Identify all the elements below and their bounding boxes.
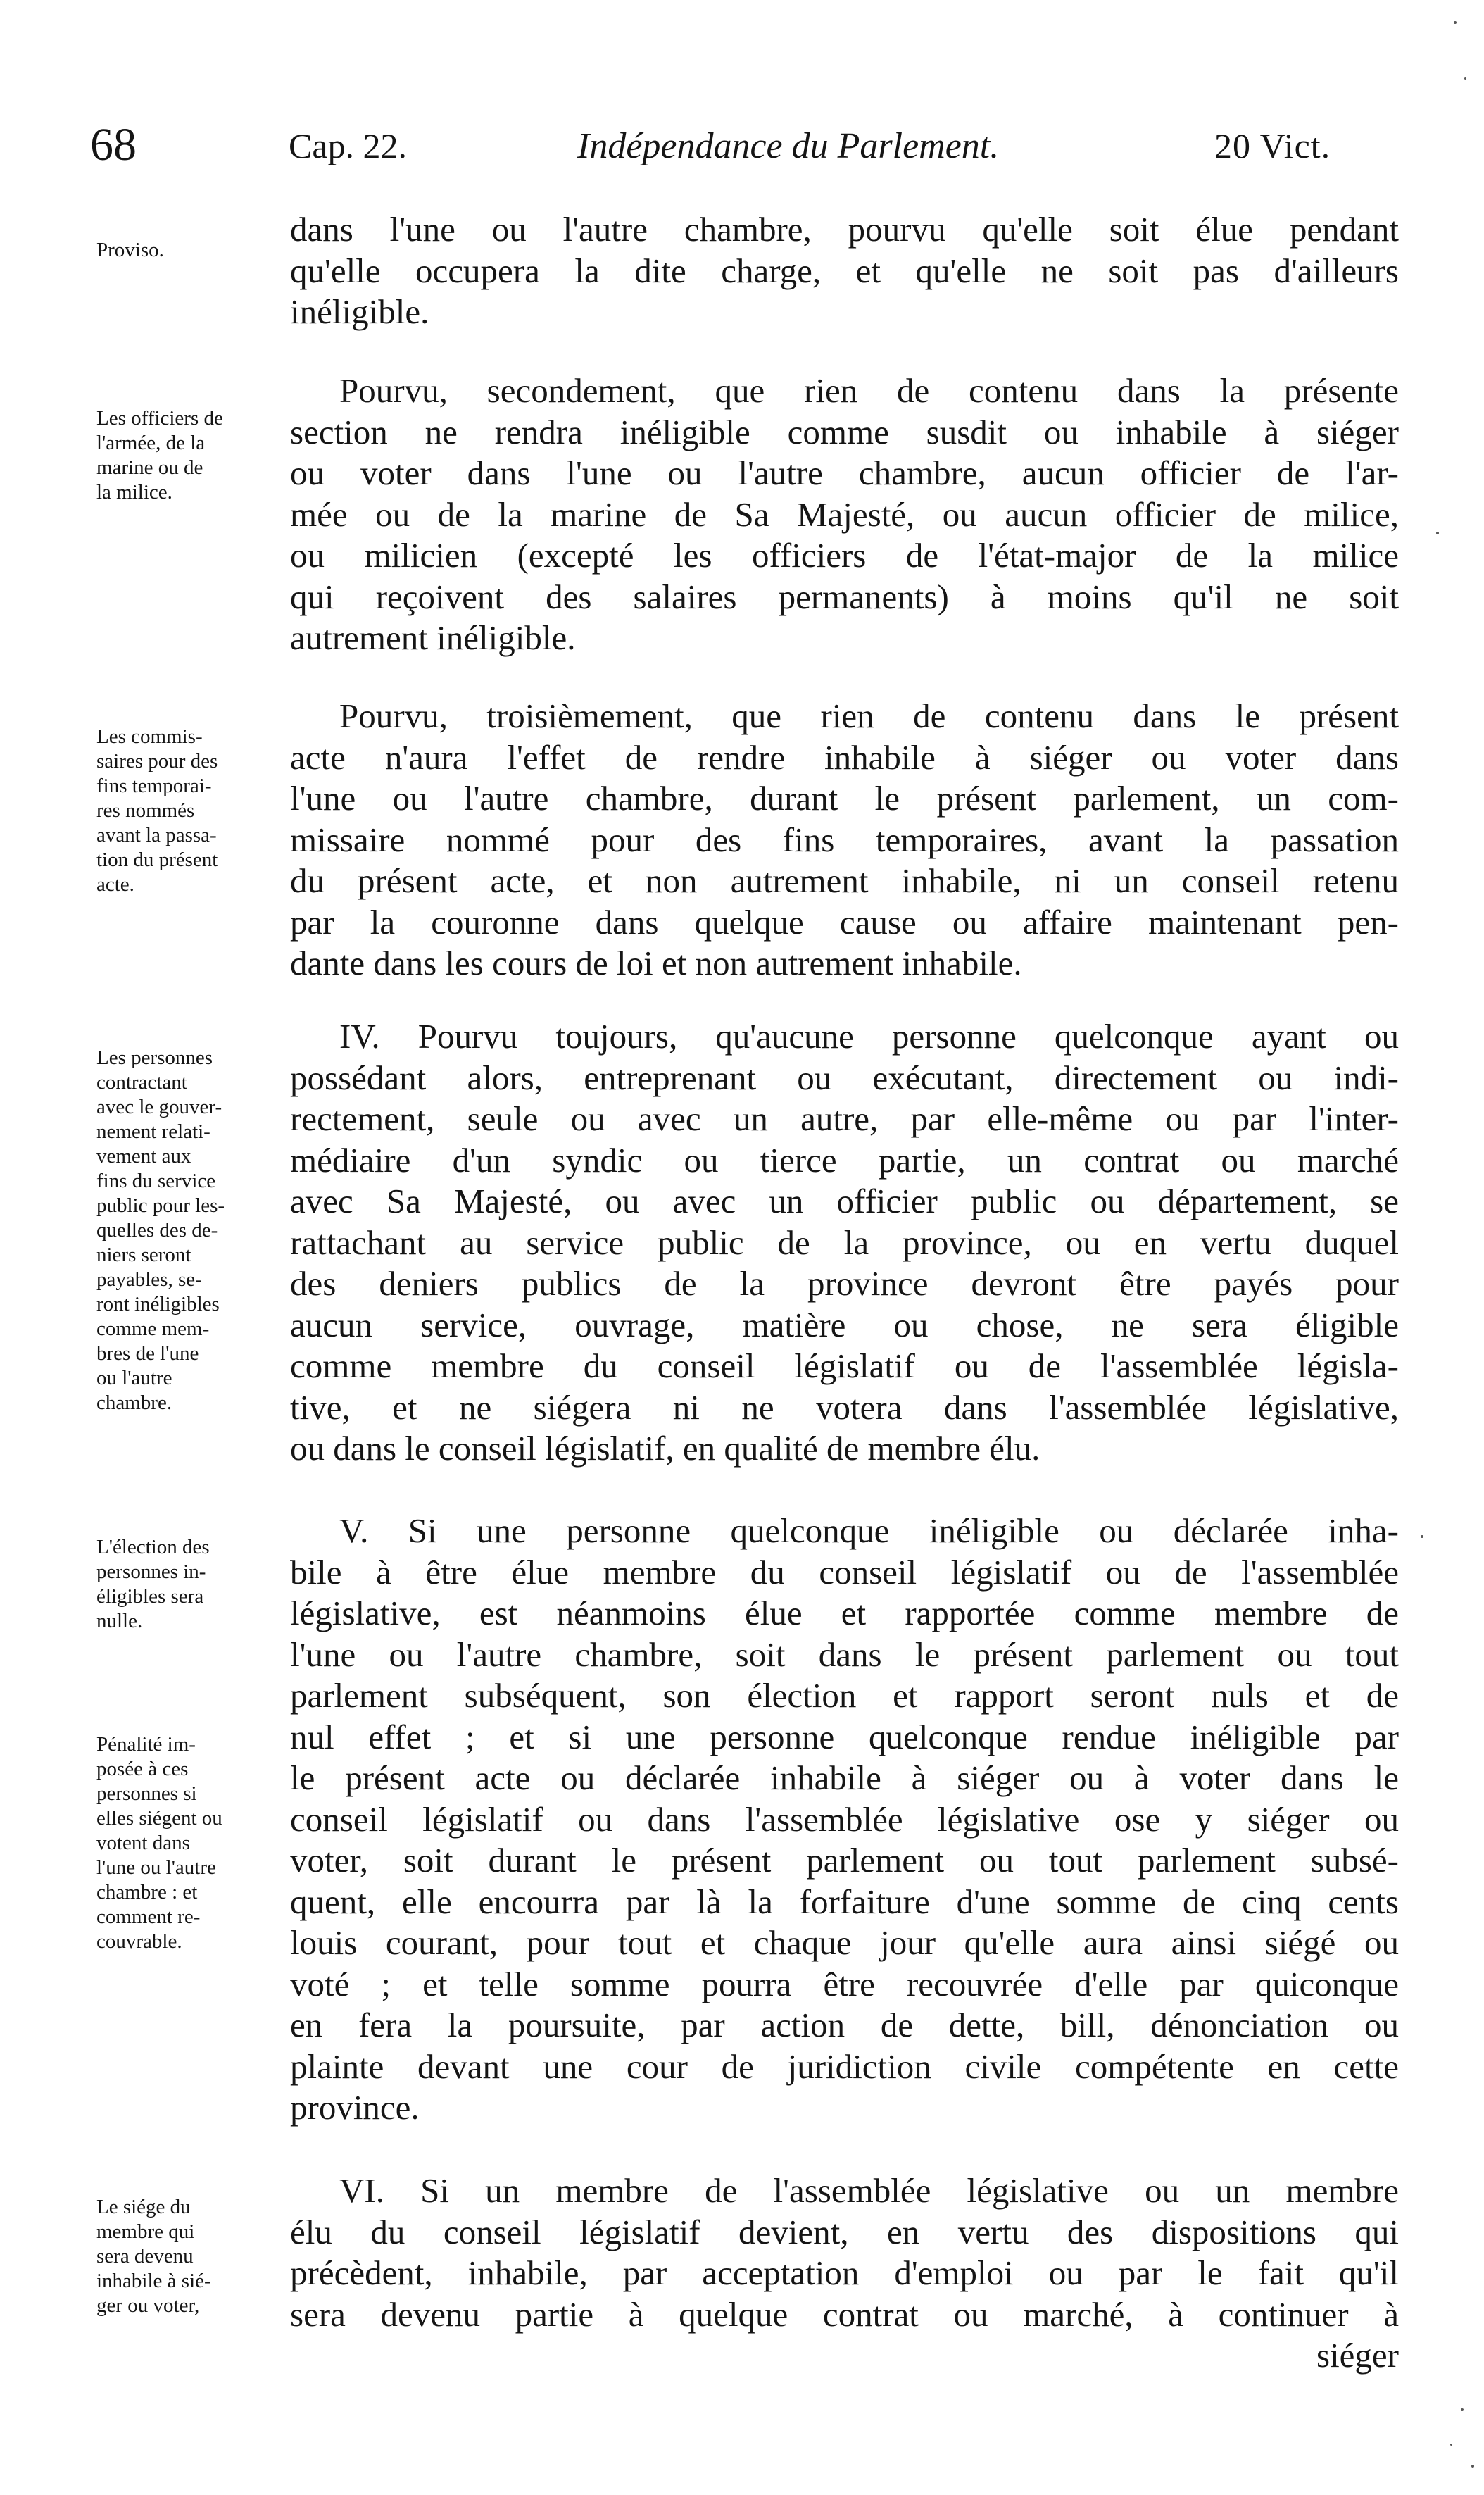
text-line: précèdent, inhabile, par acceptation d'emploi ou par le fait qu'il [290,2253,1399,2292]
chapter-label: Cap. 22. [289,126,408,165]
note-line: tion du présent [96,849,218,871]
note-line: fins temporai- [96,775,212,797]
text-line: nul effet ; et si une personne quelconque rendue inéligible par [290,1717,1399,1756]
text-line: rattachant au service public de la province, ou en vertu duquel [290,1223,1399,1262]
text-line: conseil législatif ou dans l'assemblée législative ose y siéger ou [290,1799,1399,1839]
text-line: plainte devant une cour de juridiction civile compétente en cette [290,2046,1399,2086]
note-line: Les commis- [96,725,203,748]
note-line: chambre : et [96,1881,198,1903]
running-header [0,118,1484,182]
text-line: dans l'une ou l'autre chambre, pourvu qu'elle soit élue pendant [290,210,1399,249]
note-line: personnes si [96,1782,197,1805]
text-line: législative, est néanmoins élue et rapportée comme membre de [290,1594,1399,1632]
text-line: en fera la poursuite, par action de dette, bill, dénonciation ou [290,2006,1399,2044]
note-line: public pour les- [96,1194,225,1217]
margin-note-seat-vacated [96,2195,301,2318]
scan-speck [1421,1535,1423,1538]
text-line: inéligible. [290,292,429,331]
text-line: voter, soit durant le présent parlement ou tout parlement subsé- [290,1841,1399,1880]
text-line: sera devenu partie à quelque contrat ou marché, à continuer à [290,2294,1399,2334]
note-line: l'une ou l'autre [96,1856,216,1879]
note-line: membre qui [96,2220,195,2243]
scan-speck [1464,77,1466,80]
note-line: L'élection des [96,1536,210,1558]
note-line: contractant [96,1071,187,1094]
text-line: parlement subséquent, son élection et rapport seront nuls et de [290,1676,1399,1715]
note-line: personnes in- [96,1561,206,1583]
text-line: voté ; et telle somme pourra être recouvrée d'elle par quiconque [290,1964,1399,2003]
text-line: louis courant, pour tout et chaque jour qu'elle aura ainsi siégé ou [290,1923,1399,1962]
note-line: res nommés [96,799,195,822]
text-line: qui reçoivent des salaires permanents) à moins qu'il ne soit [290,577,1399,616]
text-line: du présent acte, et non autrement inhabile, ni un conseil retenu [290,861,1399,900]
note-line: nulle. [96,1610,143,1632]
text-line: l'une ou l'autre chambre, durant le présent parlement, un com- [290,779,1399,818]
paragraph-commissioners [290,696,1399,984]
note-line: elles siégent ou [96,1807,222,1830]
paragraph-proviso [290,209,1399,333]
note-line: quelles des de- [96,1219,218,1242]
margin-note-officers [96,406,301,505]
note-line: nement relati- [96,1120,210,1143]
text-line: mée ou de la marine de Sa Majesté, ou aucun officier de milice, [290,494,1399,534]
text-line: rectement, seule ou avec un autre, par elle-même ou par l'inter- [290,1099,1399,1138]
paragraph-section-vi [290,2170,1399,2377]
note-line: inhabile à sié- [96,2270,211,2292]
note-line: comme mem- [96,1318,210,1340]
text-line: tive, et ne siégera ni ne votera dans l'assemblée législative, [290,1387,1399,1427]
paragraph-section-iv [290,1016,1399,1470]
note-line: la milice. [96,481,172,504]
margin-note-election-void [96,1535,301,1634]
running-title: Indépendance du Parlement. [577,126,1000,166]
paragraph-officers [290,370,1399,659]
note-line: niers seront [96,1244,191,1266]
text-line: ou voter dans l'une ou l'autre chambre, aucun officier de l'ar- [290,454,1399,492]
note-line: acte. [96,873,134,896]
text-line: bile à être élue membre du conseil législatif ou de l'assemblée [290,1552,1399,1592]
note-line: ger ou voter, [96,2294,200,2317]
text-line: le présent acte ou déclarée inhabile à siéger ou à voter dans le [290,1758,1399,1797]
scan-speck [1461,2408,1464,2411]
note-line: Le siége du [96,2196,191,2218]
note-line: chambre. [96,1392,172,1414]
note-line: éligibles sera [96,1585,204,1608]
paragraph-section-v [290,1511,1399,2129]
text-line: l'une ou l'autre chambre, soit dans le présent parlement ou tout [290,1634,1399,1674]
margin-note-proviso [96,238,301,263]
text-line: ou milicien (excepté les officiers de l'état-major de la milice [290,536,1399,575]
note-line: payables, se- [96,1268,202,1291]
note-line: bres de l'une [96,1342,199,1365]
note-line: Les officiers de [96,407,223,430]
note-line: ront inéligibles [96,1293,220,1315]
margin-note-contractors [96,1046,301,1415]
catchword: siéger [1316,2336,1399,2375]
text-line: province. [290,2088,420,2127]
note-line: votent dans [96,1832,190,1854]
note-line: marine ou de [96,456,203,479]
margin-note-commissioners [96,725,301,897]
margin-note-penalty [96,1732,301,1954]
text-line: acte n'aura l'effet de rendre inhabile à siéger ou voter dans [290,737,1399,777]
text-line: Pourvu, secondement, que rien de contenu dans la présente [339,371,1399,410]
note-line: Les personnes [96,1046,213,1069]
text-line: aucun service, ouvrage, matière ou chose, ne sera éligible [290,1305,1399,1344]
page-number: 68 [90,119,137,170]
note-line: couvrable. [96,1930,182,1953]
note-line: posée à ces [96,1758,189,1780]
text-line: des deniers publics de la province devront être payés pour [290,1264,1399,1303]
text-line: V. Si une personne quelconque inéligible ou déclarée inha- [339,1511,1399,1550]
scan-speck [1436,532,1439,534]
note-line: l'armée, de la [96,432,206,454]
text-line: avec Sa Majesté, ou avec un officier public ou département, se [290,1182,1399,1220]
text-line: ou dans le conseil législatif, en qualité de membre élu. [290,1429,1040,1468]
note-line: sera devenu [96,2245,194,2268]
scan-speck [1450,2444,1452,2446]
note-line: avec le gouver- [96,1096,222,1118]
regnal-year: 20 Vict. [1214,126,1331,165]
note-line: saires pour des [96,750,218,773]
note-line: vement aux [96,1145,191,1168]
note-line: Proviso. [96,239,164,261]
scan-speck [1471,2465,1474,2468]
note-line: ou l'autre [96,1367,172,1389]
text-line: VI. Si un membre de l'assemblée législative ou un membre [339,2171,1399,2210]
text-line: missaire nommé pour des fins temporaires, avant la passation [290,820,1399,859]
note-line: comment re- [96,1906,201,1928]
text-line: dante dans les cours de loi et non autrement inhabile. [290,944,1022,982]
text-line: quent, elle encourra par là la forfaiture d'une somme de cinq cents [290,1882,1399,1921]
scan-speck [1454,21,1457,24]
text-line: comme membre du conseil législatif ou de l'assemblée législa- [290,1346,1399,1385]
text-line: qu'elle occupera la dite charge, et qu'elle ne soit pas d'ailleurs [290,251,1399,290]
text-line: médiaire d'un syndic ou tierce partie, un contrat ou marché [290,1140,1399,1180]
text-line: Pourvu, troisièmement, que rien de contenu dans le présent [339,696,1399,735]
text-line: possédant alors, entreprenant ou exécutant, directement ou indi- [290,1058,1399,1097]
text-line: par la couronne dans quelque cause ou affaire maintenant pen- [290,902,1399,942]
note-line: avant la passa- [96,824,217,846]
text-line: élu du conseil législatif devient, en vertu des dispositions qui [290,2212,1399,2251]
text-line: section ne rendra inéligible comme susdit ou inhabile à siéger [290,412,1399,451]
note-line: fins du service [96,1170,216,1192]
note-line: Pénalité im- [96,1733,196,1756]
text-line: IV. Pourvu toujours, qu'aucune personne quelconque ayant ou [339,1017,1399,1056]
text-line: autrement inéligible. [290,618,576,657]
